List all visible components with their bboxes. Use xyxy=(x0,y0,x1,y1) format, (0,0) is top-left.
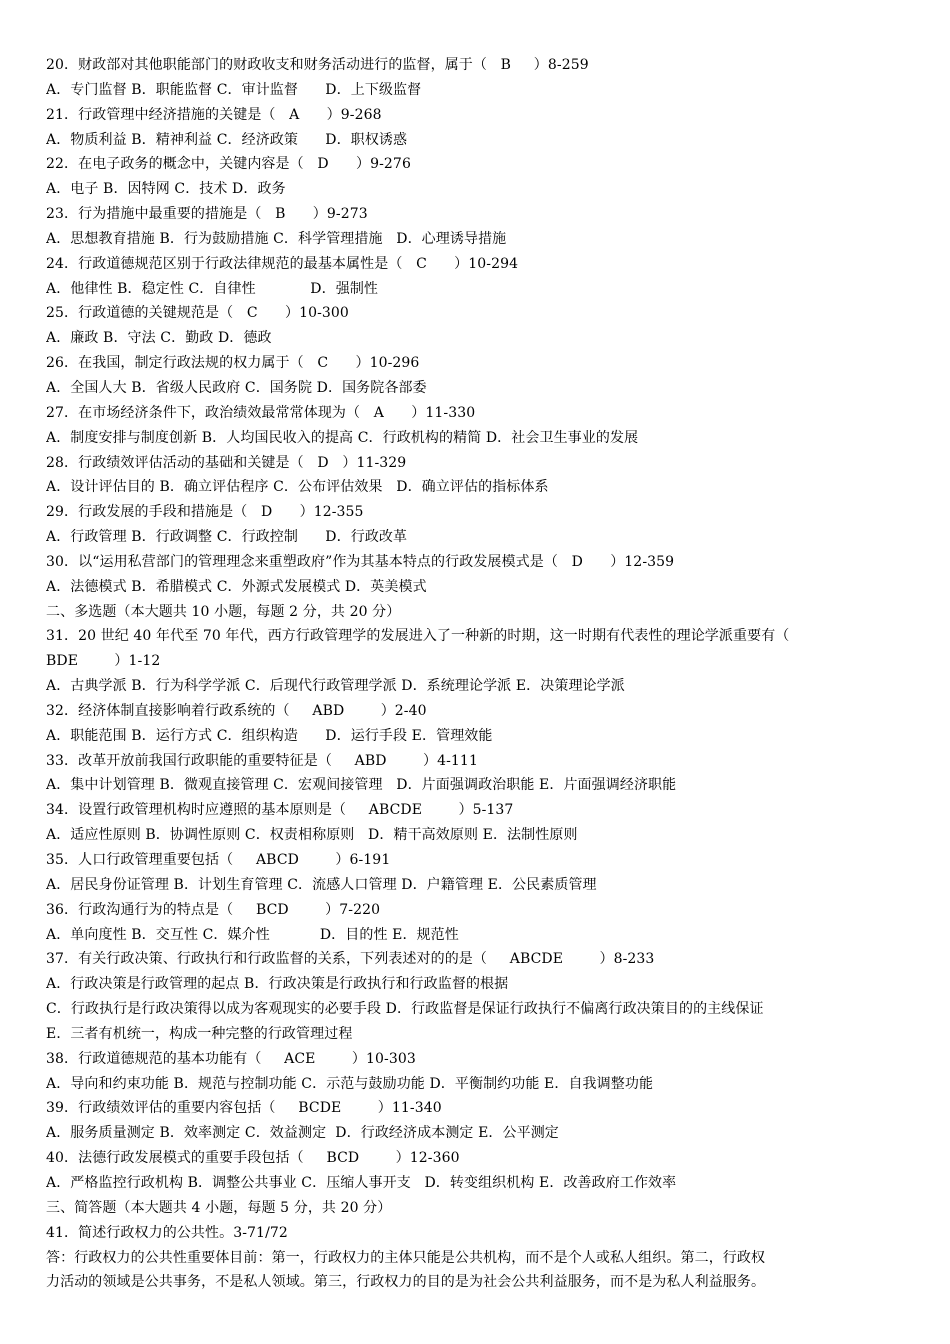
text-line: E．三者有机统一，构成一种完整的行政管理过程 xyxy=(46,1025,353,1042)
text-line: A．行政决策是行政管理的起点 B．行政决策是行政执行和行政监督的根据 xyxy=(46,976,509,993)
text-line: 20．财政部对其他职能部门的财政收支和财务活动进行的监督，属于（ B ）8-259 xyxy=(46,57,589,73)
text-line: 27．在市场经济条件下，政治绩效最常常体现为（ A ）11-330 xyxy=(46,404,476,421)
text-line: A．单向度性 B．交互性 C．媒介性 D．目的性 E．规范性 xyxy=(46,926,459,943)
text-line: 28．行政绩效评估活动的基础和关键是（ D ）11-329 xyxy=(46,454,407,471)
text-line: A．行政管理 B．行政调整 C．行政控制 D．行政改革 xyxy=(46,529,408,546)
text-line: A．他律性 B．稳定性 C．自律性 D．强制性 xyxy=(46,280,379,297)
text-line: A．严格监控行政机构 B．调整公共事业 C．压缩人事开支 D．转变组织机构 E．改善政府工作效率 xyxy=(46,1174,677,1191)
text-line: C．行政执行是行政决策得以成为客观现实的必要手段 D．行政监督是保证行政执行不偏离行政决策目的的主线保证 xyxy=(46,1001,764,1018)
text-line: 答：行政权力的公共性重要体目前：第一，行政权力的主体只能是公共机构，而不是个人或私人组织。第二，行政权 xyxy=(46,1249,766,1266)
text-line: 39．行政绩效评估的重要内容包括（ BCDE ）11-340 xyxy=(46,1100,442,1117)
text-line: 37．有关行政决策、行政执行和行政监督的关系，下列表述对的的是（ ABCDE ）8-233 xyxy=(46,951,655,968)
text-line: 24．行政道德规范区别于行政法律规范的最基本属性是（ C ）10-294 xyxy=(46,255,519,272)
text-line: A．思想教育措施 B．行为鼓励措施 C．科学管理措施 D．心理诱导措施 xyxy=(46,230,507,247)
text-line: 35．人口行政管理重要包括（ ABCD ）6-191 xyxy=(46,852,391,868)
text-line: A．专门监督 B．职能监督 C．审计监督 D．上下级监督 xyxy=(46,81,422,98)
text-line: 二、多选题（本大题共 10 小题，每题 2 分，共 20 分） xyxy=(46,603,401,620)
text-line: 41．简述行政权力的公共性。3-71/72 xyxy=(46,1224,288,1241)
text-line: 21．行政管理中经济措施的关键是（ A ）9-268 xyxy=(46,106,382,123)
text-line: A．制度安排与制度创新 B．人均国民收入的提高 C．行政机构的精简 D．社会卫生事业的发展 xyxy=(46,429,639,446)
text-line: A．电子 B．因特网 C．技术 D．政务 xyxy=(46,181,286,198)
text-line: A．法德模式 B．希腊模式 C．外源式发展模式 D．英美模式 xyxy=(46,578,427,595)
text-line: 33．改革开放前我国行政职能的重要特征是（ ABD ）4-111 xyxy=(46,752,478,769)
text-line: 32．经济体制直接影响着行政系统的（ ABD ）2-40 xyxy=(46,702,427,719)
text-line: A．设计评估目的 B．确立评估程序 C．公布评估效果 D．确立评估的指标体系 xyxy=(46,479,549,496)
text-line: A．物质利益 B．精神利益 C．经济政策 D．职权诱惑 xyxy=(46,131,408,148)
text-line: 38．行政道德规范的基本功能有（ ACE ）10-303 xyxy=(46,1050,416,1067)
text-line: 三、简答题（本大题共 4 小题，每题 5 分，共 20 分） xyxy=(46,1199,392,1216)
text-line: 30．以“运用私营部门的管理理念来重塑政府”作为其基本特点的行政发展模式是（ D ）12-359 xyxy=(46,553,675,570)
text-line: A．全国人大 B．省级人民政府 C．国务院 D．国务院各部委 xyxy=(46,379,427,396)
text-line: A．服务质量测定 B．效率测定 C．效益测定 D．行政经济成本测定 E．公平测定 xyxy=(46,1125,559,1142)
text-line: A．廉政 B．守法 C．勤政 D．德政 xyxy=(46,330,272,347)
text-line: 26．在我国，制定行政法规的权力属于（ C ）10-296 xyxy=(46,355,420,372)
text-line: A．集中计划管理 B．微观直接管理 C．宏观间接管理 D．片面强调政治职能 E．片面强调经济职能 xyxy=(46,777,677,794)
text-line: 31．20 世纪 40 年代至 70 年代，西方行政管理学的发展进入了一种新的时期，这一时期有代表性的理论学派重要有（ xyxy=(46,628,790,645)
text-line: 34．设置行政管理机构时应遵照的基本原则是（ ABCDE ）5-137 xyxy=(46,802,514,819)
text-line: 25．行政道德的关键规范是（ C ）10-300 xyxy=(46,305,349,322)
text-line: BDE ）1-12 xyxy=(46,653,161,670)
text-line: A．适应性原则 B．协调性原则 C．权责相称原则 D．精干高效原则 E．法制性原则 xyxy=(46,827,578,844)
text-line: 力活动的领域是公共事务，不是私人领域。第三，行政权力的目的是为社会公共利益服务，而不是为私人利益服务。 xyxy=(46,1274,766,1291)
text-line: 23．行为措施中最重要的措施是（ B ）9-273 xyxy=(46,206,368,223)
text-line: A．居民身份证管理 B．计划生育管理 C．流感人口管理 D．户籍管理 E．公民素质管理 xyxy=(46,876,597,893)
text-line: A．古典学派 B．行为科学学派 C．后现代行政管理学派 D．系统理论学派 E．决策理论学派 xyxy=(46,678,625,695)
text-line: 22．在电子政务的概念中，关键内容是（ D ）9-276 xyxy=(46,156,411,173)
text-line: 40．法德行政发展模式的重要手段包括（ BCD ）12-360 xyxy=(46,1150,460,1167)
text-line: A．职能范围 B．运行方式 C．组织构造 D．运行手段 E．管理效能 xyxy=(46,727,493,744)
text-line: A．导向和约束功能 B．规范与控制功能 C．示范与鼓励功能 D．平衡制约功能 E．自我调整功能 xyxy=(46,1075,654,1092)
text-line: 29．行政发展的手段和措施是（ D ）12-355 xyxy=(46,504,364,521)
text-line: 36．行政沟通行为的特点是（ BCD ）7-220 xyxy=(46,901,381,918)
document-body xyxy=(46,53,912,1295)
